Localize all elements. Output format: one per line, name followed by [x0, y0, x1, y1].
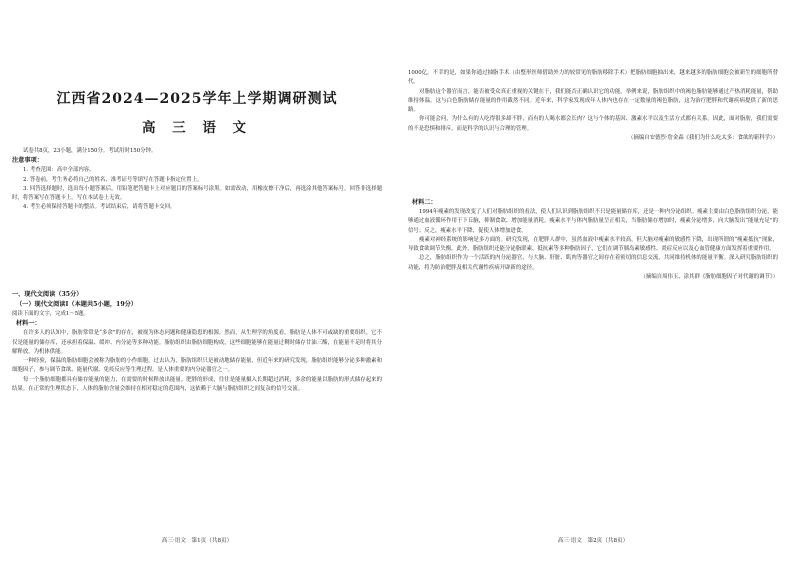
left-column — [12, 0, 382, 566]
notice-item: 3. 回答选择题时，选出每小题答案后，用铅笔把答题卡上对应题目的答案标号涂黑。如需改动，用橡皮擦干净后，再选涂其他答案标号。回答非选择题时，将答案写在答题卡上。写在本试卷上无效。 — [12, 185, 382, 202]
material-one-continued — [408, 69, 778, 143]
reading-section — [12, 290, 382, 394]
material-label: 材料一： — [16, 320, 41, 328]
right-column — [408, 0, 778, 566]
notice-item: 2. 答卷前，考生务必将自己的姓名、准考证号等填写在答题卡指定位置上。 — [23, 176, 203, 183]
intro-line: 试卷共8页，23小题，满分150分。考试用时150分钟。 — [23, 148, 157, 154]
material-paragraph: 1994年瘦素的发现改变了人们对脂肪组织的看法，使人们认识到脂肪组织不只是能量储存库，还是一种内分泌组织。瘦素主要由白色脂肪组织分泌，能够通过血液循环作用于下丘脑，抑制食欲、增加能量消耗。瘦素水平与体内脂肪量呈正相关，当脂肪储存增加时，瘦素分泌增多，向大脑发出“能量充足”的信号；反之，瘦素水平下降，促使人体增加进食。 — [408, 209, 778, 234]
section-heading: 一、现代文阅读（35分） — [12, 291, 83, 298]
subsection-heading: （一）现代文阅读Ⅰ（本题共5小题，19分） — [16, 301, 137, 308]
subject-title: 高 三 语 文 — [141, 120, 253, 136]
material-paragraph: 在许多人的认知中，脂肪常常是“多余”的存在，被视为体态问题和健康隐患的根源。然而，从生理学的角度看，脂肪是人体不可或缺的重要组织。它不仅是能量的储存库，还承担着保温、缓冲、内分泌等多种功能。脂肪组织由脂肪细胞构成，这些细胞能够在能量过剩时储存甘油三酯，在能量不足时将其分解释放，为机体供能。 — [12, 330, 382, 355]
material-paragraph: 总之，脂肪组织作为一个活跃的内分泌器官，与大脑、肝脏、肌肉等器官之间存在着密切的信息交流，共同维持机体的能量平衡。深入研究脂肪组织的功能，将为防治肥胖及相关代谢性疾病开辟新的途径。 — [408, 255, 778, 271]
notice-item: 4. 考生必须保持答题卡的整洁。考试结束后，请将答题卡交回。 — [23, 204, 176, 211]
material-two — [408, 198, 778, 282]
page-footer: 高三·语文 第2页（共8页） — [557, 538, 629, 544]
material-label: 材料二： — [412, 199, 437, 206]
source-citation: （摘编自安德烈·詹金森《我们为什么吃太多：食欲的新科学》） — [628, 135, 778, 142]
material-paragraph: 1000亿。不幸的是，如果你通过抽脂手术（由整形医师借助外力的较常见的脂肪移除手术）把脂肪细胞抽出来，越来越多的脂肪细胞会被新生的细胞所替代。 — [408, 70, 778, 86]
reading-instruction: 阅读下面的文字，完成1～5题。 — [12, 311, 89, 317]
notice-label: 注意事项： — [12, 157, 43, 165]
notice-item: 1. 考查范围：高中全部内容。 — [23, 167, 95, 174]
material-paragraph: 对脂肪这个器官而言，能否被受众真正重视的关键在于，我们能否正确认识它的功能。举例来说，脂肪组织中的褐色脂肪能够通过产热消耗能量，帮助维持体温，这与白色脂肪储存能量的作用截然不同。近年来，科学家发现成年人体内也存在一定数量的褐色脂肪，这为治疗肥胖和代谢疾病提供了新的思路。 — [408, 88, 778, 114]
exam-title: 江西省2024—2025学年上学期调研测试 — [56, 91, 338, 107]
material-paragraph: 一种经验，保温的脂肪细胞会被称为脂肪的小作细胞。过去认为，脂肪组织只是被动地储存能量，但近年来的研究发现，脂肪组织能够分泌多种激素和细胞因子，参与调节食欲、能量代谢、免疫反应等生理过程，是人体重要的内分泌器官之一。 — [12, 358, 382, 374]
material-paragraph: 你可能会问，为什么有的人吃得很多却不胖，而有的人喝水都会长肉？这与个体的基因、激素水平以及生活方式都有关系。因此，面对脂肪，我们需要的不是恐惧和排斥，而是科学的认识与合理的管理。 — [408, 116, 778, 132]
instructions-block — [12, 147, 382, 213]
material-paragraph: 瘦素对神经系统的影响是多方面的。研究发现，在肥胖人群中，虽然血液中瘦素水平较高，但大脑对瘦素的敏感性下降，出现所谓的“瘦素抵抗”现象，导致食欲调节失衡。此外，脂肪组织还能分泌脂联素、抵抗素等多种脂肪因子，它们在调节胰岛素敏感性、炎症反应以及心血管健康方面发挥着重要作用。 — [408, 236, 778, 253]
page-footer: 高三·语文 第1页（共8页） — [161, 538, 233, 544]
material-paragraph: 每一个脂肪细胞都具有储存能量的能力，在需要的时候释放出能量。肥胖的形成，往往是能量摄入长期超过消耗，多余的能量以脂肪的形式储存起来的结果。在正常的生理状态下，人体的脂肪含量会维持在相对稳定的范围内，这依赖于大脑与脂肪组织之间复杂的信号交流。 — [12, 376, 382, 393]
source-citation: （摘编自周伟玉、涂其群《脂肪细胞因子对代谢的调节》） — [640, 274, 778, 281]
